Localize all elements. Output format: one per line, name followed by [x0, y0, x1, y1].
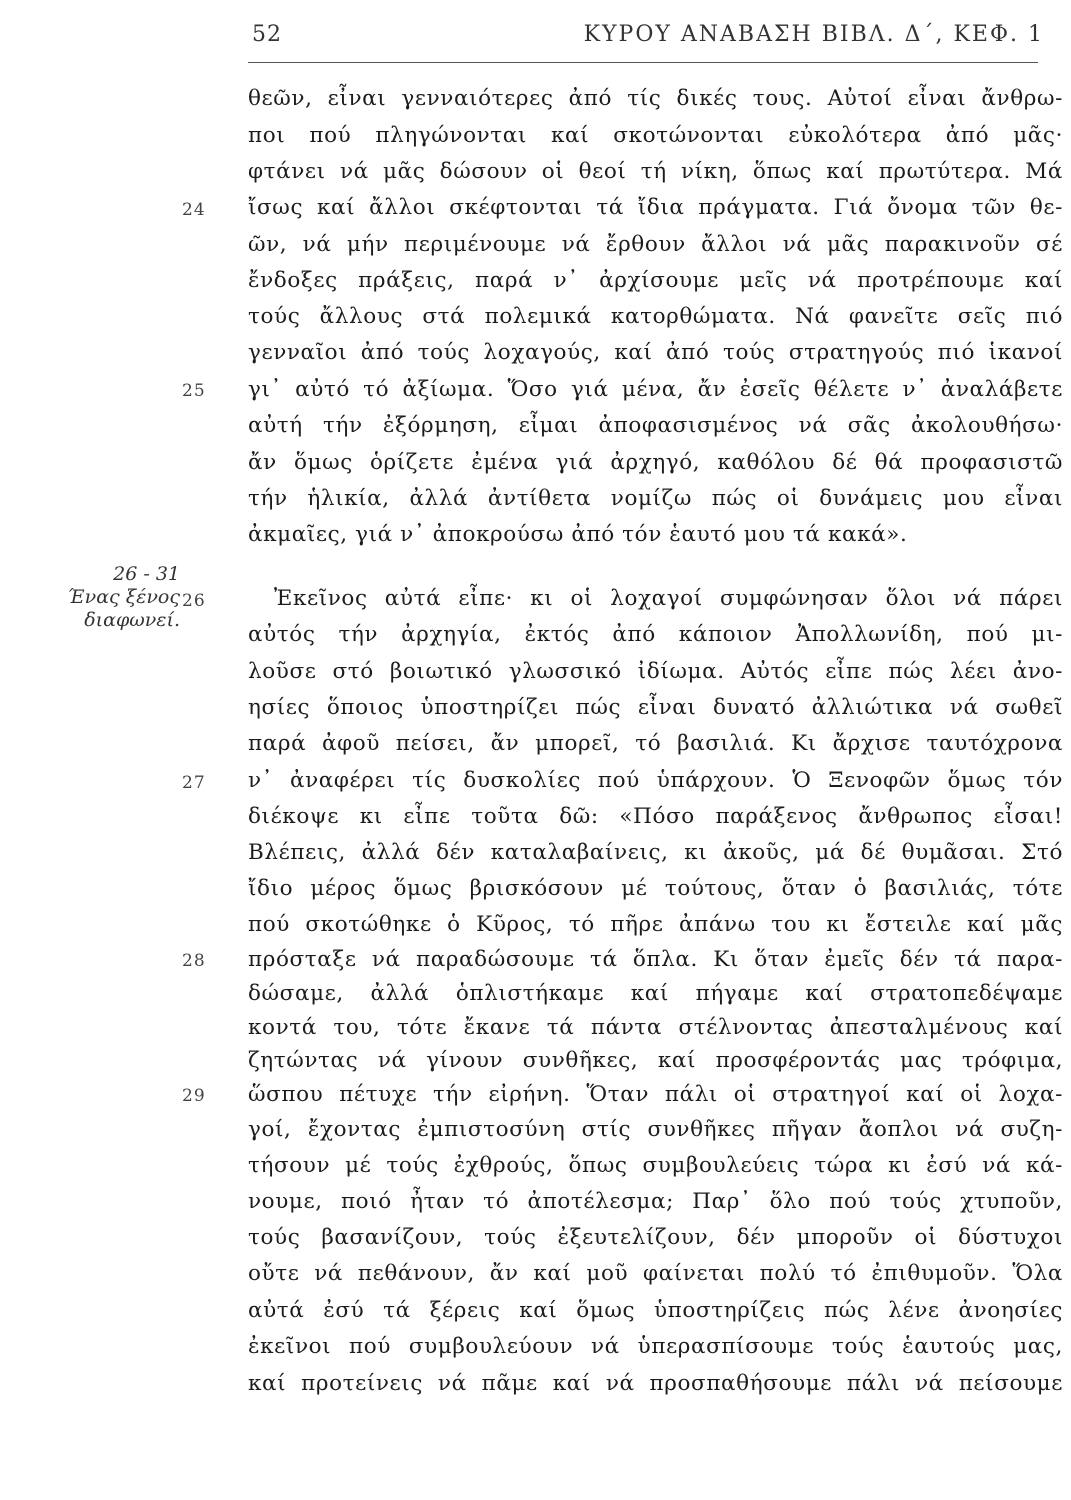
text-line: ζητώντας νά γίνουν συνθῆκες, καί προσφέροντάς μας τρόφιμα,	[248, 1048, 1063, 1073]
text-line: Ἐκεῖνος αὐτά εἶπε· κι οἱ λοχαγοί συμφώνησαν ὅλοι νά πάρει	[274, 586, 1063, 611]
text-line: ἀκμαῖες, γιά ν᾽ ἀποκρούσω ἀπό τόν ἑαυτό μου τά κακά».	[248, 522, 908, 547]
text-line: γενναῖοι ἀπό τούς λοχαγούς, καί ἀπό τούς στρατηγούς πιό ἱκανοί	[248, 340, 1063, 365]
text-line: πού σκοτώθηκε ὁ Κῦρος, τό πῆρε ἀπάνω του κι ἔστειλε καί μᾶς	[248, 912, 1063, 937]
text-line: τήσουν μέ τούς ἐχθρούς, ὅπως συμβουλεύεις τώρα κι ἐσύ νά κά-	[248, 1153, 1063, 1178]
text-line: τούς βασανίζουν, τούς ἐξευτελίζουν, δέν μποροῦν οἱ δύστυχοι	[248, 1225, 1063, 1250]
text-line: δώσαμε, ἀλλά ὁπλιστήκαμε καί πήγαμε καί στρατοπεδέψαμε	[248, 981, 1063, 1006]
marginal-note-line: Ένας ξένος	[67, 586, 180, 608]
text-line: Βλέπεις, ἀλλά δέν καταλαβαίνεις, κι ἀκοῦς, μά δέ θυμᾶσαι. Στό	[248, 840, 1063, 865]
text-line: ησίες ὅποιος ὑποστηρίζει πώς εἶναι δυνατό ἀλλιώτικα νά σωθεῖ	[248, 695, 1063, 720]
section-number: 27	[182, 773, 206, 793]
text-line: αὐτή τήν ἐξόρμηση, εἶμαι ἀποφασισμένος νά σᾶς ἀκολουθήσω·	[248, 413, 1063, 438]
text-line: φτάνει νά μᾶς δώσουν οἱ θεοί τή νίκη, ὅπως καί πρωτύτερα. Μά	[248, 159, 1063, 184]
text-line: ἄν ὅμως ὁρίζετε ἐμένα γιά ἀρχηγό, καθόλου δέ θά προφασιστῶ	[248, 450, 1063, 475]
section-number: 25	[182, 381, 206, 401]
text-line: διέκοψε κι εἶπε τοῦτα δῶ: «Πόσο παράξενος ἄνθρωπος εἶσαι!	[248, 804, 1063, 829]
text-line: ἐκεῖνοι πού συμβουλεύουν νά ὑπερασπίσουμε τούς ἑαυτούς μας,	[248, 1334, 1063, 1359]
text-line: τήν ἡλικία, ἀλλά ἀντίθετα νομίζω πώς οἱ δυνάμεις μου εἶναι	[248, 486, 1063, 511]
section-number: 29	[182, 1086, 206, 1106]
text-line: τούς ἄλλους στά πολεμικά κατορθώματα. Νά φανεῖτε σεῖς πιό	[248, 304, 1063, 329]
text-line: πρόσταξε νά παραδώσουμε τά ὅπλα. Κι ὅταν ἐμεῖς δέν τά παρα-	[248, 947, 1063, 972]
page-header	[248, 22, 1048, 62]
text-line: παρά ἀφοῦ πείσει, ἄν μπορεῖ, τό βασιλιά. Κι ἄρχισε ταυτόχρονα	[248, 731, 1063, 756]
text-line: ἴδιο μέρος ὅμως βρισκόσουν μέ τούτους, ὅταν ὁ βασιλιάς, τότε	[248, 876, 1063, 901]
text-line: γοί, ἔχοντας ἐμπιστοσύνη στίς συνθῆκες πῆγαν ἄοπλοι νά συζη-	[248, 1117, 1063, 1142]
text-line: αὐτός τήν ἀρχηγία, ἐκτός ἀπό κάποιον Ἀπολλωνίδη, πού μι-	[248, 622, 1063, 647]
running-head: ΚΥΡΟΥ ΑΝΑΒΑΣΗ ΒΙΒΛ. Δ΄, ΚΕΦ. 1	[583, 22, 1044, 47]
text-line: θεῶν, εἶναι γενναιότερες ἀπό τίς δικές τους. Αὐτοί εἶναι ἄνθρω-	[248, 86, 1063, 111]
text-line: ῶν, νά μήν περιμένουμε νά ἔρθουν ἄλλοι νά μᾶς παρακινοῦν σέ	[248, 232, 1063, 257]
header-rule	[248, 62, 1038, 63]
section-number: 26	[182, 591, 206, 611]
section-number: 24	[182, 200, 206, 220]
text-line: οὔτε νά πεθάνουν, ἄν καί μοῦ φαίνεται πολύ τό ἐπιθυμοῦν. Ὅλα	[248, 1261, 1063, 1286]
section-number: 28	[182, 951, 206, 971]
text-line: ἔνδοξες πράξεις, παρά ν᾽ ἀρχίσουμε μεῖς νά προτρέπουμε καί	[248, 268, 1063, 293]
text-line: γι᾽ αὐτό τό ἀξίωμα. Ὅσο γιά μένα, ἄν ἐσεῖς θέλετε ν᾽ ἀναλάβετε	[248, 377, 1063, 402]
text-line: ἴσως καί ἄλλοι σκέφτονται τά ἴδια πράγματα. Γιά ὄνομα τῶν θε-	[248, 195, 1063, 220]
text-line: νουμε, ποιό ἦταν τό ἀποτέλεσμα; Παρ᾽ ὅλο πού τούς χτυποῦν,	[248, 1189, 1063, 1214]
text-line: ποι πού πληγώνονται καί σκοτώνονται εὐκολότερα ἀπό μᾶς·	[248, 123, 1063, 148]
page-number: 52	[252, 22, 282, 47]
text-line: λοῦσε στό βοιωτικό γλωσσικό ἰδίωμα. Αὐτός εἶπε πώς λέει ἀνο-	[248, 659, 1063, 684]
marginal-note-range: 26 - 31	[113, 563, 180, 585]
text-line: ν᾽ ἀναφέρει τίς δυσκολίες πού ὑπάρχουν. Ὁ Ξενοφῶν ὅμως τόν	[248, 768, 1063, 793]
text-line: ὥσπου πέτυχε τήν εἰρήνη. Ὅταν πάλι οἱ στρατηγοί καί οἱ λοχα-	[248, 1082, 1063, 1107]
marginal-note-line: διαφωνεί.	[84, 609, 180, 631]
marginal-note	[40, 563, 180, 632]
text-line: κοντά του, τότε ἔκανε τά πάντα στέλνοντας ἀπεσταλμένους καί	[248, 1015, 1063, 1040]
text-line: αὐτά ἐσύ τά ξέρεις καί ὅμως ὑποστηρίζεις πώς λένε ἀνοησίες	[248, 1298, 1063, 1323]
text-line: καί προτείνεις νά πᾶμε καί νά προσπαθήσουμε πάλι νά πείσουμε	[248, 1371, 1063, 1396]
